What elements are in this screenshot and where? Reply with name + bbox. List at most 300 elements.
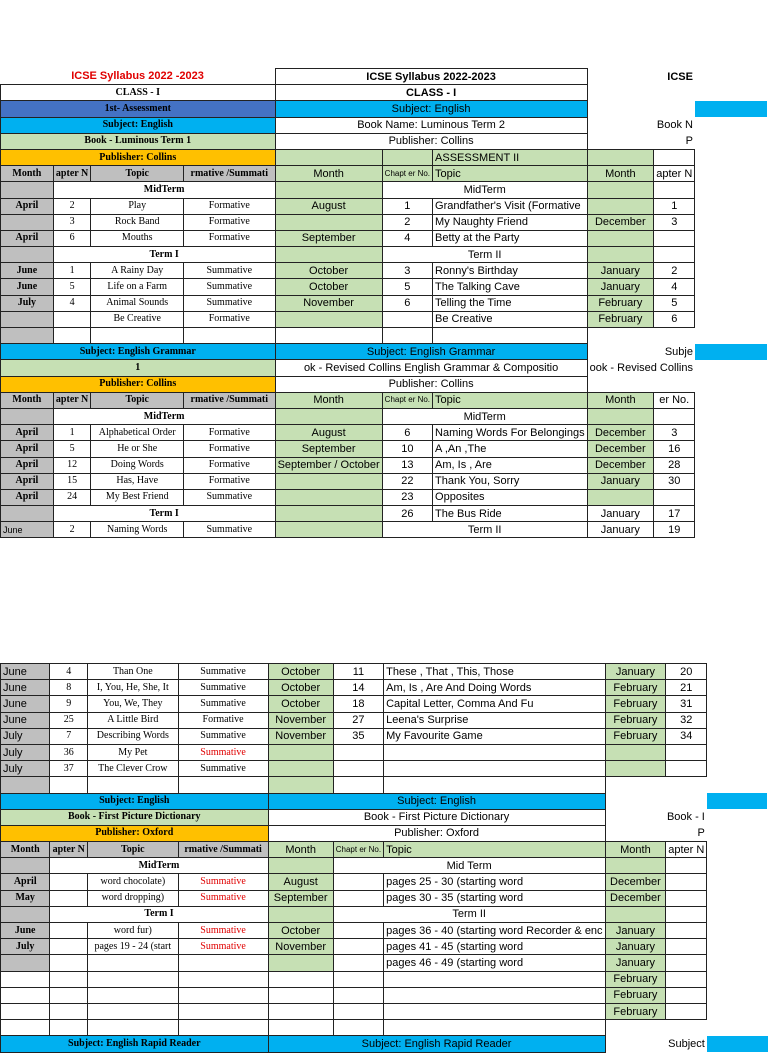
table-row (1, 198, 768, 214)
table-row (1, 425, 768, 441)
row-month: June (1, 279, 54, 295)
row-chapter-mid (333, 744, 383, 760)
mid-book-name: Book Name: Luminous Term 2 (275, 117, 587, 133)
row-month-mid (268, 955, 333, 971)
row-month-mid: October (268, 680, 333, 696)
row-topic: Rock Band (91, 214, 184, 230)
left-subject-grammar: Subject: English Grammar (1, 344, 276, 360)
row-chapter-mid (382, 311, 432, 327)
table-row (1, 457, 768, 473)
row-chapter-right (666, 744, 707, 760)
right-grammar-book: ook - Revised Collins (589, 361, 693, 374)
row-month: July (1, 295, 54, 311)
grammar-publisher-mid: Publisher: Collins (275, 376, 587, 392)
row-chapter-mid: 22 (382, 473, 432, 489)
syllabus-sheet-bottom (0, 663, 768, 1053)
row-month-right: December (605, 874, 666, 890)
row-chapter: 7 (50, 728, 88, 744)
row-chapter-right: 20 (666, 664, 707, 680)
row-spacer (695, 425, 768, 441)
row-month: April (1, 457, 54, 473)
row-month: June (1, 923, 50, 939)
row-spacer (707, 890, 768, 906)
row-month-right: February (587, 295, 653, 311)
dict-midterm-mid: Mid Term (333, 858, 605, 874)
table-row (1, 230, 768, 246)
row-topic-mid: Ronny's Birthday (433, 263, 588, 279)
row-assessment-type: Summative (178, 874, 268, 890)
row-spacer (707, 874, 768, 890)
row-chapter: 12 (53, 457, 91, 473)
table-row (1, 311, 768, 327)
row-chapter-mid: 35 (333, 728, 383, 744)
header-topic-left: Topic (91, 166, 184, 182)
row-topic: Than One (88, 664, 179, 680)
row-topic: Describing Words (88, 728, 179, 744)
rapid-reader-left: Subject: English Rapid Reader (1, 1036, 269, 1052)
table-row (1, 489, 768, 505)
row-month-mid: October (275, 263, 382, 279)
row-month: June (1, 712, 50, 728)
row-topic: pages 19 - 24 (start (88, 939, 179, 955)
row-chapter-right: 31 (666, 696, 707, 712)
row-month-right: January (605, 664, 666, 680)
row-month-right: February (605, 712, 666, 728)
row-chapter-right (666, 890, 707, 906)
row-chapter-right (666, 939, 707, 955)
row-month-right: January (605, 955, 666, 971)
dict-book-mid: Book - First Picture Dictionary (268, 809, 605, 825)
row-spacer (707, 761, 768, 777)
row-month-mid: October (268, 664, 333, 680)
row-topic: Mouths (91, 230, 184, 246)
table-row (1, 761, 768, 777)
grammar-rows (1, 425, 768, 506)
row-chapter: 9 (50, 696, 88, 712)
row-chapter-mid: 14 (333, 680, 383, 696)
row-topic (88, 955, 179, 971)
row-chapter-right: 30 (654, 473, 695, 489)
table-row (1, 680, 768, 696)
table-row (1, 473, 768, 489)
row-assessment-type: Formative (183, 230, 275, 246)
row-chapter-mid: 10 (382, 441, 432, 457)
dict-term2: Term II (333, 906, 605, 922)
row-month-mid (275, 214, 382, 230)
row-topic: word dropping) (88, 890, 179, 906)
grammar-midterm-mid: MidTerm (382, 408, 587, 424)
row-month: June (1, 680, 50, 696)
row-month (1, 955, 50, 971)
right-book-name: Book N (656, 119, 693, 132)
grammar-publisher-left: Publisher: Collins (1, 376, 276, 392)
row-topic-mid: Naming Words For Belongings (433, 425, 588, 441)
row-month: July (1, 744, 50, 760)
row-chapter-right (666, 874, 707, 890)
rapid-reader-mid: Subject: English Rapid Reader (268, 1036, 605, 1052)
row-topic: Life on a Farm (91, 279, 184, 295)
row-topic-mid: Betty at the Party (433, 230, 588, 246)
header-chapter-left: apter N (53, 166, 91, 182)
row-topic: A Little Bird (88, 712, 179, 728)
syllabus-table-top (0, 68, 768, 538)
left-book-name: Book - Luminous Term 1 (1, 133, 276, 149)
row-month-right: December (587, 214, 653, 230)
row-topic: My Pet (88, 744, 179, 760)
row-topic-mid: Opposites (433, 489, 588, 505)
row-spacer (707, 728, 768, 744)
row-month-mid: September (275, 441, 382, 457)
row-month-right (587, 198, 653, 214)
table-row (1, 712, 768, 728)
row-topic-mid: My Naughty Friend (433, 214, 588, 230)
row-month-mid: September (268, 890, 333, 906)
grammar-header-month-right: Month (587, 392, 653, 408)
row-month-right: February (605, 728, 666, 744)
dict-book-left: Book - First Picture Dictionary (1, 809, 269, 825)
row-assessment-type: Summative (178, 923, 268, 939)
grammar-june-chapter: 2 (53, 522, 91, 538)
row-topic-mid: Thank You, Sorry (433, 473, 588, 489)
table-row (1, 971, 768, 987)
row-month-mid: November (268, 712, 333, 728)
row-spacer (695, 263, 768, 279)
dict-header-fs: rmative /Summati (178, 842, 268, 858)
grammar-june-fs: Summative (183, 522, 275, 538)
row-topic: Doing Words (91, 457, 184, 473)
row-chapter-right: 34 (666, 728, 707, 744)
row-assessment-type: Summative (183, 489, 275, 505)
row-topic-mid: Leena's Surprise (384, 712, 605, 728)
dict-header-chapter-right: apter N (666, 842, 707, 858)
row-assessment-type: Formative (183, 311, 275, 327)
table-row (1, 874, 768, 890)
row-month-mid: September / October (275, 457, 382, 473)
row-chapter-right: 6 (654, 311, 695, 327)
grammar-june-month-right: January (587, 522, 653, 538)
row-month: April (1, 441, 54, 457)
row-month-right: February (587, 311, 653, 327)
table-row (1, 214, 768, 230)
grammar-term-row-topic: The Bus Ride (433, 506, 588, 522)
row-spacer (695, 279, 768, 295)
row-chapter: 1 (53, 425, 91, 441)
row-topic: word chocolate) (88, 874, 179, 890)
grammar-header-topic: Topic (91, 392, 184, 408)
row-month-mid (268, 761, 333, 777)
dict-term-rows (1, 923, 768, 972)
row-spacer (707, 696, 768, 712)
right-syllabus-title: ICSE (667, 70, 693, 83)
row-chapter-right: 16 (654, 441, 695, 457)
row-topic-mid: The Talking Cave (433, 279, 588, 295)
row-chapter: 3 (53, 214, 91, 230)
row-month-right: January (587, 473, 653, 489)
row-chapter: 37 (50, 761, 88, 777)
row-chapter-mid: 13 (382, 457, 432, 473)
dict-header-month-mid: Month (268, 842, 333, 858)
dict-publisher-mid: Publisher: Oxford (268, 825, 605, 841)
row-topic: Animal Sounds (91, 295, 184, 311)
row-topic: You, We, They (88, 696, 179, 712)
row-assessment-type: Summative (183, 279, 275, 295)
row-month-right: February (605, 696, 666, 712)
row-assessment-type: Summative (178, 680, 268, 696)
left-syllabus-title: ICSE Syllabus 2022 -2023 (71, 70, 204, 83)
dict-subject-left: Subject: English (1, 793, 269, 809)
row-spacer (695, 295, 768, 311)
row-topic: A Rainy Day (91, 263, 184, 279)
row-topic-mid: pages 30 - 35 (starting word (384, 890, 605, 906)
row-topic-mid: Be Creative (433, 311, 588, 327)
row-topic-mid: Telling the Time (433, 295, 588, 311)
row-chapter-right: 4 (654, 279, 695, 295)
row-topic: My Best Friend (91, 489, 184, 505)
row-chapter-right (666, 923, 707, 939)
row-spacer (707, 680, 768, 696)
grammar-header-chapter: apter N (53, 392, 91, 408)
row-assessment-type: Summative (178, 744, 268, 760)
dict-midterm-rows (1, 874, 768, 906)
grammar-term1: Term I (53, 506, 275, 522)
dict-publisher-left: Publisher: Oxford (1, 825, 269, 841)
mid-class-label: CLASS - I (275, 85, 587, 101)
rapid-reader-right: Subject (668, 1037, 705, 1050)
row-month-mid: August (268, 874, 333, 890)
dict-publisher-right: P (697, 827, 705, 840)
row-chapter-mid: 2 (382, 214, 432, 230)
header-topic-mid: Topic (433, 166, 588, 182)
row-month: July (1, 939, 50, 955)
row-assessment-type: Formative (183, 473, 275, 489)
row-topic-mid: These , That , This, Those (384, 664, 605, 680)
row-month: July (1, 728, 50, 744)
row-month: June (1, 263, 54, 279)
row-chapter: 8 (50, 680, 88, 696)
row-chapter-right: 5 (654, 295, 695, 311)
row-month: April (1, 425, 54, 441)
row-topic: Alphabetical Order (91, 425, 184, 441)
row-assessment-type: Formative (183, 198, 275, 214)
row-assessment-type: Summative (178, 664, 268, 680)
table-row (1, 295, 768, 311)
row-chapter: 5 (53, 441, 91, 457)
row-chapter-mid (333, 955, 383, 971)
table-row (1, 890, 768, 906)
row-chapter-right: 1 (654, 198, 695, 214)
row-topic: He or She (91, 441, 184, 457)
row-chapter: 15 (53, 473, 91, 489)
english-term-rows (1, 263, 768, 328)
mid-syllabus-title: ICSE Syllabus 2022-2023 (275, 69, 587, 85)
row-month-right: February (605, 680, 666, 696)
right-publisher: P (685, 135, 693, 148)
row-month-mid: October (268, 696, 333, 712)
row-chapter (50, 874, 88, 890)
row-assessment-type: Summative (178, 728, 268, 744)
grammar-term-row-chapter-right: 17 (654, 506, 695, 522)
term2-label: Term II (382, 247, 587, 263)
mid-grammar-book: ok - Revised Collins English Grammar & Compositio (275, 360, 587, 376)
row-month-mid (275, 311, 382, 327)
row-chapter-right: 3 (654, 214, 695, 230)
row-chapter (50, 955, 88, 971)
row-chapter: 24 (53, 489, 91, 505)
row-chapter-mid (333, 923, 383, 939)
dict-header-topic-mid: Topic (384, 842, 605, 858)
grammar-header-month-mid: Month (275, 392, 382, 408)
row-chapter-right (666, 955, 707, 971)
header-chapter-right: apter N (654, 166, 695, 182)
row-topic-mid: Grandfather's Visit (Formative (433, 198, 588, 214)
row-month: April (1, 473, 54, 489)
midterm-left: MidTerm (53, 182, 275, 198)
header-fs-left: rmative /Summati (183, 166, 275, 182)
right-subject-grammar: Subje (664, 345, 693, 358)
row-chapter (50, 890, 88, 906)
table-row (1, 279, 768, 295)
row-chapter: 4 (53, 295, 91, 311)
table-row (1, 441, 768, 457)
row-month: June (1, 696, 50, 712)
row-topic-mid: Am, Is , Are And Doing Words (384, 680, 605, 696)
row-spacer (707, 955, 768, 971)
table-row (1, 263, 768, 279)
grammar-continued-rows (1, 664, 768, 777)
dict-header-chapter-mid: Chapt er No. (333, 842, 383, 858)
row-topic-mid: Am, Is , Are (433, 457, 588, 473)
header-chapter-mid: Chapt er No. (382, 166, 432, 182)
row-month-right: January (587, 263, 653, 279)
row-chapter-mid: 18 (333, 696, 383, 712)
english-midterm-rows (1, 198, 768, 247)
row-month-right: February (605, 987, 666, 1003)
row-topic-mid: pages 41 - 45 (starting word (384, 939, 605, 955)
header-month-mid: Month (275, 166, 382, 182)
row-chapter-mid: 27 (333, 712, 383, 728)
row-chapter (53, 311, 91, 327)
row-spacer (707, 664, 768, 680)
dict-term1: Term I (50, 906, 268, 922)
dict-book-right: Book - I (666, 811, 705, 824)
row-month: April (1, 198, 54, 214)
row-assessment-type: Formative (183, 441, 275, 457)
row-chapter: 36 (50, 744, 88, 760)
row-topic: Has, Have (91, 473, 184, 489)
row-month: July (1, 761, 50, 777)
row-chapter: 25 (50, 712, 88, 728)
dict-header-month-right: Month (605, 842, 666, 858)
row-chapter-right (666, 761, 707, 777)
row-assessment-type: Formative (183, 425, 275, 441)
row-month: May (1, 890, 50, 906)
term1-label: Term I (53, 247, 275, 263)
row-month: April (1, 230, 54, 246)
row-chapter-mid: 11 (333, 664, 383, 680)
row-assessment-type: Formative (178, 712, 268, 728)
row-spacer (707, 923, 768, 939)
left-publisher: Publisher: Collins (1, 149, 276, 165)
row-chapter-right (654, 230, 695, 246)
table-row (1, 987, 768, 1003)
row-chapter: 5 (53, 279, 91, 295)
table-row (1, 664, 768, 680)
row-assessment-type: Formative (183, 214, 275, 230)
row-topic-mid: pages 36 - 40 (starting word Recorder & enc (384, 923, 605, 939)
dict-extra-rows (1, 971, 768, 1036)
row-spacer (695, 311, 768, 327)
dict-header-topic: Topic (88, 842, 179, 858)
row-month-right (605, 761, 666, 777)
row-topic: word fur) (88, 923, 179, 939)
row-chapter-mid (333, 890, 383, 906)
row-assessment-type: Summative (183, 263, 275, 279)
mid-subject-grammar: Subject: English Grammar (275, 344, 587, 360)
grammar-header-chapter-mid: Chapt er No. (382, 392, 432, 408)
grammar-term-row-month: January (587, 506, 653, 522)
table-row (1, 744, 768, 760)
header-month-left: Month (1, 166, 54, 182)
row-chapter-right (654, 489, 695, 505)
assessment-label: 1st- Assessment (1, 101, 276, 117)
row-assessment-type (178, 955, 268, 971)
row-spacer (695, 473, 768, 489)
dict-subject-mid: Subject: English (268, 793, 605, 809)
row-spacer (695, 230, 768, 246)
row-month (1, 311, 54, 327)
row-month-right: January (605, 923, 666, 939)
header-month-right: Month (587, 166, 653, 182)
row-month-mid (275, 473, 382, 489)
row-month-right: January (587, 279, 653, 295)
row-month-right: December (605, 890, 666, 906)
syllabus-table-bottom (0, 663, 768, 1053)
row-topic-mid (384, 744, 605, 760)
row-chapter-mid: 6 (382, 425, 432, 441)
row-chapter: 6 (53, 230, 91, 246)
dict-header-chapter: apter N (50, 842, 88, 858)
table-row (1, 728, 768, 744)
row-month-mid: October (275, 279, 382, 295)
row-assessment-type: Summative (178, 890, 268, 906)
table-row (1, 1003, 768, 1019)
grammar-term2: Term II (382, 522, 587, 538)
row-month-right: January (605, 939, 666, 955)
row-spacer (707, 744, 768, 760)
row-topic-mid (384, 761, 605, 777)
row-chapter: 2 (53, 198, 91, 214)
row-topic-mid: pages 46 - 49 (starting word (384, 955, 605, 971)
row-topic-mid: A ,An ,The (433, 441, 588, 457)
mid-publisher: Publisher: Collins (275, 133, 587, 149)
row-assessment-type: Summative (178, 761, 268, 777)
row-month-mid: November (275, 295, 382, 311)
table-row (1, 939, 768, 955)
grammar-term-row-chapter: 26 (382, 506, 432, 522)
row-spacer (707, 712, 768, 728)
assessment-ii-label: ASSESSMENT II (433, 149, 588, 165)
dict-midterm-left: MidTerm (50, 858, 268, 874)
row-chapter-right: 2 (654, 263, 695, 279)
row-month-mid (275, 489, 382, 505)
row-month-mid: October (268, 923, 333, 939)
grammar-header-month: Month (1, 392, 54, 408)
table-row (1, 923, 768, 939)
grammar-june-topic: Naming Words (91, 522, 184, 538)
row-chapter-mid: 5 (382, 279, 432, 295)
row-spacer (695, 489, 768, 505)
row-month-right: December (587, 457, 653, 473)
